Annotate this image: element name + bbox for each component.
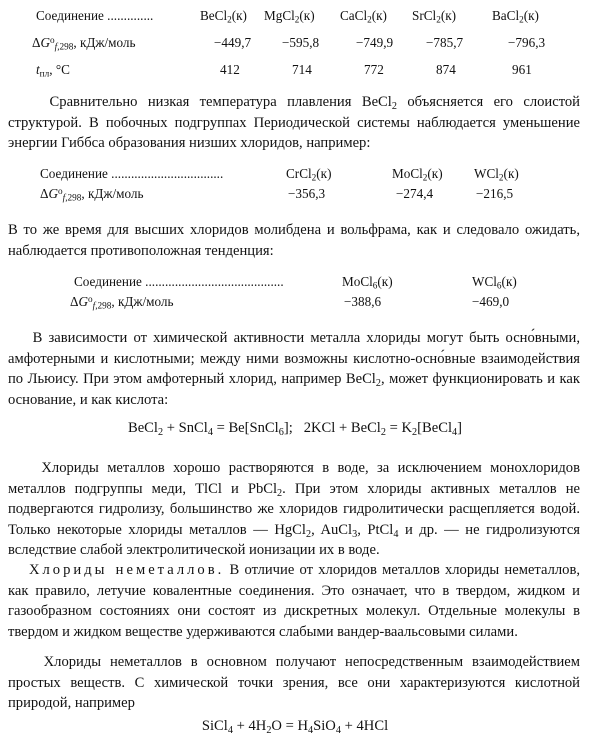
table-row-gibbs	[0, 35, 590, 53]
table-label-gibbs: $\Delta G^o_{f,298}$, кДж/моль	[32, 34, 136, 52]
table-cell: −796,3	[508, 35, 546, 50]
table-header-row	[0, 166, 590, 184]
table-row-gibbs	[0, 294, 590, 312]
column-header: WCl$_2$(к)	[474, 166, 519, 183]
column-header: BeCl$_2$(к)	[200, 8, 247, 25]
paragraph-2: В то же время для высших хлоридов молибдена и вольфрама, как и следовало ожидать, наблюдается противоположная тенденция:	[8, 222, 580, 259]
table-header-row	[0, 8, 590, 26]
column-header: MoCl$_6$(к)	[342, 274, 393, 291]
table-label-gibbs: $\Delta G^o_{f,298}$, кДж/моль	[40, 185, 144, 203]
table-row-gibbs	[0, 186, 590, 204]
column-header: MoCl$_2$(к)	[392, 166, 443, 183]
paragraph-1: Сравнительно низкая температура плавления BeCl$_2$ объясняется его слоистой структурой. В побочных подгруппах Периодической системы наблюдается уменьшение энергии Гиббса образования низших хлоридов, например:	[8, 94, 580, 151]
table-label-compound: Соединение ..........................................	[74, 274, 284, 289]
table-cell: −216,5	[476, 186, 514, 201]
paragraph-5-body: В отличие от хлоридов металлов хлориды неметаллов, как правило, летучие ковалентные соединения. Это означает, что в твердом, жидком и газообразном состояниях они состоят из дискретных молекул. Отдельные молекулы в твердом и жидком веществе удерживаются слабыми вандер-ваальсовыми силами.	[8, 562, 580, 640]
paragraph-5	[8, 560, 580, 642]
table-cell: −785,7	[426, 35, 464, 50]
column-header: SrCl$_2$(к)	[412, 8, 457, 25]
table-cell: −595,8	[282, 35, 320, 50]
column-header: MgCl$_2$(к)	[264, 8, 315, 25]
table-cell: −449,7	[214, 35, 252, 50]
table-cell: 772	[364, 62, 384, 77]
paragraph-6	[8, 652, 580, 714]
table-cell: 961	[512, 62, 532, 77]
table-cell: −388,6	[344, 294, 382, 309]
paragraph-4: Хлориды металлов хорошо растворяются в воде, за исключением монохлоридов металлов подгруппы меди, TlCl и PbCl$_2$. При этом хлориды активных металлов не подвергаются гидролизу, большинство же хлоридов гидролитически расщепляется водой. Только некоторые хлориды металлов — HgCl$_2$, AuCl$_3$, PtCl$_4$ и др. — не гидролизуются вследствие слабой электролитической ионизации их в воде.	[8, 460, 581, 558]
paragraph-3: В зависимости от химической активности металла хлориды могут быть осно́вными, амфотерными и кислотными; между ними возможны кислотно-осно́вные взаимодействия по Льюису. При этом амфотерный хлорид, например BeCl$_2$, может функционировать и как основание, и как кислота:	[8, 330, 580, 408]
table-cell: 714	[292, 62, 312, 77]
table-cell: −356,3	[288, 186, 326, 201]
table-cell: −469,0	[472, 294, 510, 309]
column-header: WCl$_6$(к)	[472, 274, 517, 291]
table-label-gibbs: $\Delta G^o_{f,298}$, кДж/моль	[70, 293, 174, 311]
column-header: CrCl$_2$(к)	[286, 166, 332, 183]
table-row-melting	[0, 62, 590, 80]
column-header: CaCl$_2$(к)	[340, 8, 387, 25]
table-header-row	[0, 274, 590, 292]
table-cell: −274,4	[396, 186, 434, 201]
table-label-compound: Соединение ..............	[36, 8, 154, 23]
table-label-compound: Соединение ..................................	[40, 166, 224, 181]
section-heading-nonmetal-chlorides: Хлориды неметаллов.	[28, 562, 225, 578]
paragraph-6-body: Хлориды неметаллов в основном получают непосредственным взаимодействием простых веществ. С химической точки зрения, все они характеризуются кислотной природой, например	[8, 654, 580, 711]
table-cell: −749,9	[356, 35, 394, 50]
column-header: BaCl$_2$(к)	[492, 8, 539, 25]
table-cell: 874	[436, 62, 456, 77]
formula-beryllium-chloride: BeCl$_2$ + SnCl$_4$ = Be[SnCl$_6$]; 2KCl + BeCl$_2$ = $K_2[BeCl_4]$	[127, 420, 463, 438]
table-cell: 412	[220, 62, 240, 77]
table-label-melting: $t_{пл}$, °C	[36, 62, 70, 79]
formula-silicon-tetrachloride: SiCl$_4$ + $4H_2O = H_4SiO_4 + 4HCl$	[201, 718, 389, 736]
